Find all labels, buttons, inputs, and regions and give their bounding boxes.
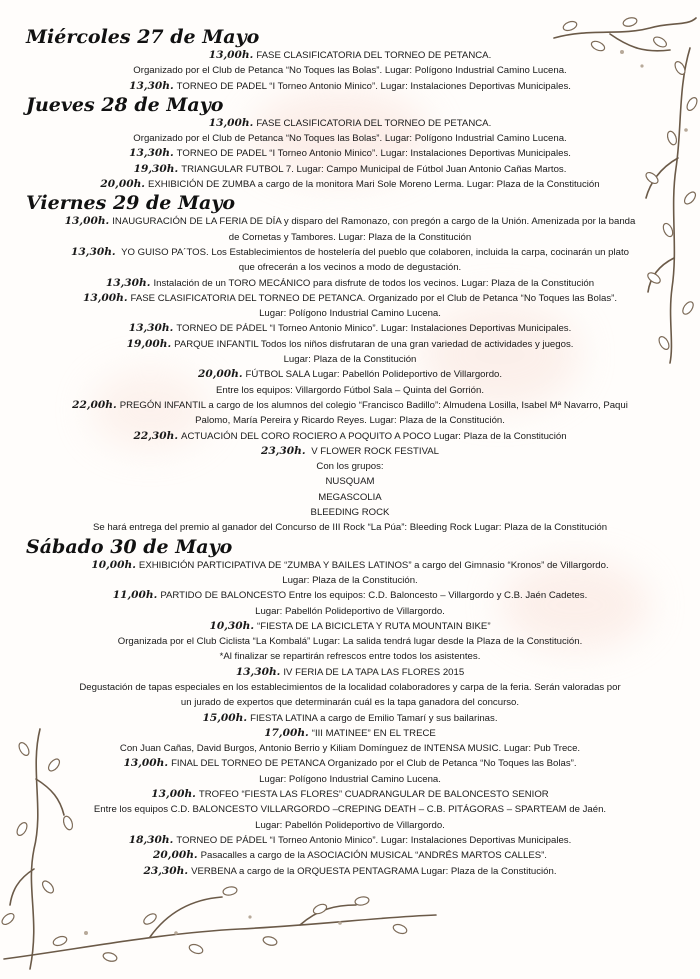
event-text: *Al finalizar se repartirán refrescos entre todos los asistentes.: [219, 651, 481, 663]
event-text: “FIESTA DE LA BICICLETA Y RUTA MOUNTAIN BIKE”: [257, 620, 491, 632]
program-line: [0, 352, 700, 367]
program-line: [0, 429, 700, 444]
event-text: PARTIDO DE BALONCESTO Entre los equipos: C.D. Baloncesto – Villargordo y C.B. Jaén Cadetes.: [160, 590, 588, 602]
event-time: 13,00h.: [82, 291, 128, 304]
program-line: [0, 260, 700, 275]
event-text: Lugar: Pabellón Polideportivo de Villargordo.: [255, 605, 445, 617]
event-time: 13,00h.: [208, 49, 254, 61]
event-time: 15,00h.: [202, 711, 248, 724]
event-time: 13,00h.: [123, 757, 169, 770]
event-text: VERBENA a cargo de la ORQUESTA PENTAGRAMA Lugar: Plaza de la Constitución.: [191, 865, 557, 877]
program-line: [0, 558, 700, 573]
program-line: [0, 741, 700, 756]
program-line: [0, 146, 700, 161]
event-text: FASE CLASIFICATORIA DEL TORNEO DE PETANCA. Organizado por el Club de Petanca “No Toques las Bolas”.: [130, 292, 618, 304]
event-text: Degustación de tapas especiales en los establecimientos de la localidad colaboradores y carpa de la feria. Serán valoradas por: [79, 681, 621, 693]
event-text: TORNEO DE PADEL “I Torneo Antonio Minico”. Lugar: Instalaciones Deportivas Municipales.: [176, 80, 571, 92]
event-text: de Cornetas y Tambores. Lugar: Plaza de la Constitución: [228, 231, 472, 243]
event-text: FÚTBOL SALA Lugar: Pabellón Polideportivo de Villargordo.: [245, 369, 503, 381]
program-line: [0, 131, 700, 146]
program-line: [0, 367, 700, 382]
event-text: Con Juan Cañas, David Burgos, Antonio Berrio y Kiliam Domínguez de INTENSA MUSIC. Lugar: Pub Trece.: [119, 743, 581, 755]
program-line: [0, 398, 700, 413]
event-time: 20,00h.: [197, 368, 243, 381]
event-text: ACTUACIÓN DEL CORO ROCIERO A POQUITO A POCO Lugar: Plaza de la Constitución: [181, 430, 567, 442]
event-text: Lugar: Pabellón Polideportivo de Villargordo.: [255, 819, 445, 831]
event-text: NUSQUAM: [325, 476, 375, 488]
event-text: TROFEO “FIESTA LAS FLORES” CUADRANGULAR DE BALONCESTO SENIOR: [198, 789, 549, 801]
program-line: [0, 711, 700, 726]
event-time: 13,30h.: [105, 276, 151, 289]
event-text: Organizado por el Club de Petanca “No Toques las Bolas”. Lugar: Polígono Industrial Camino Lucena.: [133, 65, 567, 77]
program-line: [0, 520, 700, 535]
event-time: 18,30h.: [128, 833, 174, 846]
program-line: [0, 505, 700, 520]
event-time: 20,00h.: [100, 178, 145, 191]
event-time: 17,00h.: [264, 726, 309, 739]
program-line: [0, 680, 700, 695]
event-text: IV FERIA DE LA TAPA LAS FLORES 2015: [283, 666, 465, 678]
event-time: 11,00h.: [112, 589, 158, 602]
event-text: Organizada por el Club Ciclista “La Kombalá” Lugar: La salida tendrá lugar desde la Plaza de la Constitución.: [117, 636, 583, 648]
program-line: [0, 276, 700, 291]
program-line: [0, 291, 700, 306]
program-line: [0, 848, 700, 863]
program-line: [0, 413, 700, 428]
event-time: 10,30h.: [209, 619, 255, 632]
event-text: Entre los equipos C.D. BALONCESTO VILLARGORDO –CREPING DEATH – C.B. PITÁGORAS – SPARTEAM de Jaén.: [93, 804, 607, 816]
festival-program: [0, 26, 700, 879]
event-time: 23,30h.: [143, 864, 189, 877]
event-time: 19,00h.: [126, 337, 172, 350]
event-text: Se hará entrega del premio al ganador del Concurso de III Rock “La Púa”: Bleeding Rock Lugar: Plaza de la Constitución: [92, 522, 608, 534]
event-text: PARQUE INFANTIL Todos los niños disfrutaran de una gran variedad de actividades y juegos.: [174, 338, 574, 350]
event-text: Entre los equipos: Villargordo Fútbol Sala – Quinta del Gorrión.: [215, 384, 485, 396]
program-line: [0, 48, 700, 63]
program-line: [0, 214, 700, 229]
event-text: EXHIBICIÓN DE ZUMBA a cargo de la monitora Mari Sole Moreno Lerma. Lugar: Plaza de la Constitución: [147, 179, 600, 191]
program-line: [0, 306, 700, 321]
event-time: 19,30h.: [133, 162, 179, 175]
program-line: [0, 726, 700, 741]
event-text: Lugar: Polígono Industrial Camino Lucena.: [259, 308, 441, 320]
event-text: que ofrecerán a los vecinos a modo de degustación.: [238, 262, 462, 274]
program-line: [0, 833, 700, 848]
event-text: FIESTA LATINA a cargo de Emilio Tamarí y sus bailarinas.: [250, 712, 498, 724]
event-text: un jurado de expertos que determinarán cuál es la tapa ganadora del concurso.: [180, 697, 520, 709]
event-text: Organizado por el Club de Petanca “No Toques las Bolas”. Lugar: Polígono Industrial Camino Lucena.: [133, 133, 567, 145]
day-heading: Viernes 29 de Mayo: [26, 192, 236, 215]
program-line: [0, 695, 700, 710]
program-line: [0, 459, 700, 474]
event-time: 13,30h.: [235, 665, 281, 678]
program-line: [0, 321, 700, 336]
program-line: [0, 634, 700, 649]
event-time: 13,00h.: [151, 788, 196, 801]
program-line: [0, 245, 700, 260]
event-text: Lugar: Plaza de la Constitución: [283, 354, 417, 366]
event-time: 13,30h.: [128, 322, 174, 335]
program-line: [0, 864, 700, 879]
program-line: [0, 604, 700, 619]
event-text: TORNEO DE PÁDEL “I Torneo Antonio Minico”. Lugar: Instalaciones Deportivas Municipales.: [176, 834, 572, 846]
event-text: TORNEO DE PADEL “I Torneo Antonio Minico”. Lugar: Instalaciones Deportivas Municipales.: [176, 148, 571, 160]
program-line: [0, 230, 700, 245]
event-time: 13,00h.: [208, 116, 254, 129]
event-text: EXHIBICIÓN PARTICIPATIVA DE “ZUMBA Y BAILES LATINOS” a cargo del Gimnasio “Kronos” de Villargordo.: [138, 559, 609, 571]
event-text: “III MATINEE” EN EL TRECE: [311, 727, 436, 739]
event-text: Instalación de un TORO MECÁNICO para disfrute de todos los vecinos. Lugar: Plaza de la Constitución: [153, 277, 595, 289]
program-line: [0, 756, 700, 771]
program-line: [0, 787, 700, 802]
program-line: [0, 588, 700, 603]
event-time: 13,30h.: [71, 245, 116, 258]
program-line: [0, 474, 700, 489]
day-heading: Miércoles 27 de Mayo: [26, 26, 260, 48]
event-text: FASE CLASIFICATORIA DEL TORNEO DE PETANCA.: [256, 50, 492, 61]
event-text: BLEEDING ROCK: [310, 507, 390, 519]
event-time: 22,30h.: [133, 429, 179, 442]
program-line: [0, 444, 700, 459]
event-time: 20,00h.: [153, 849, 198, 862]
event-text: TORNEO DE PÁDEL “I Torneo Antonio Minico”. Lugar: Instalaciones Deportivas Municipales.: [176, 323, 572, 335]
program-line: [0, 649, 700, 664]
event-text: FINAL DEL TORNEO DE PETANCA Organizado por el Club de Petanca “No Toques las Bolas”.: [171, 758, 577, 770]
event-text: FASE CLASIFICATORIA DEL TORNEO DE PETANCA.: [256, 117, 492, 129]
day-heading: Sábado 30 de Mayo: [26, 535, 233, 558]
day-heading: Jueves 28 de Mayo: [26, 93, 224, 116]
program-line: [0, 619, 700, 634]
program-line: [0, 79, 700, 94]
event-text: Palomo, María Pereira y Ricardo Reyes. Lugar: Plaza de la Constitución.: [195, 415, 505, 427]
program-line: [0, 665, 700, 680]
event-time: 22,00h.: [72, 398, 117, 411]
event-text: INAUGURACIÓN DE LA FERIA DE DÍA y disparo del Ramonazo, con pregón a cargo de la Unión. Amenizada por la banda: [112, 216, 636, 228]
event-text: MEGASCOLIA: [318, 491, 382, 503]
program-line: [0, 116, 700, 131]
event-time: 13,30h.: [129, 147, 174, 160]
event-text: Lugar: Polígono Industrial Camino Lucena.: [259, 773, 441, 785]
event-time: 13,00h.: [64, 215, 110, 228]
program-line: [0, 802, 700, 817]
program-line: [0, 337, 700, 352]
program-line: [0, 772, 700, 787]
event-time: 23,30h.: [260, 444, 306, 457]
program-line: [0, 573, 700, 588]
event-text: PREGÓN INFANTIL a cargo de los alumnos del colegio “Francisco Badillo”: Almudena Losilla, Isabel Mª Navarro, Paqui: [119, 399, 628, 411]
program-line: [0, 162, 700, 177]
event-time: 10,00h.: [91, 558, 136, 571]
event-text: V FLOWER ROCK FESTIVAL: [308, 445, 439, 457]
program-line: [0, 490, 700, 505]
program-line: [0, 177, 700, 192]
program-line: [0, 818, 700, 833]
program-line: [0, 383, 700, 398]
program-line: [0, 63, 700, 78]
event-text: TRIANGULAR FUTBOL 7. Lugar: Campo Municipal de Fútbol Juan Antonio Cañas Martos.: [181, 163, 567, 175]
event-text: Lugar: Plaza de la Constitución.: [282, 574, 418, 586]
event-time: 13,30h.: [129, 79, 174, 92]
event-text: YO GUISO PA´TOS. Los Establecimientos de hostelería del pueblo que colaboren, incluida la carpa, cocinarán un plato: [118, 246, 629, 258]
event-text: Pasacalles a cargo de la ASOCIACIÓN MUSICAL “ANDRÉS MARTOS CALLES”.: [200, 850, 547, 862]
event-text: Con los grupos:: [316, 461, 384, 473]
